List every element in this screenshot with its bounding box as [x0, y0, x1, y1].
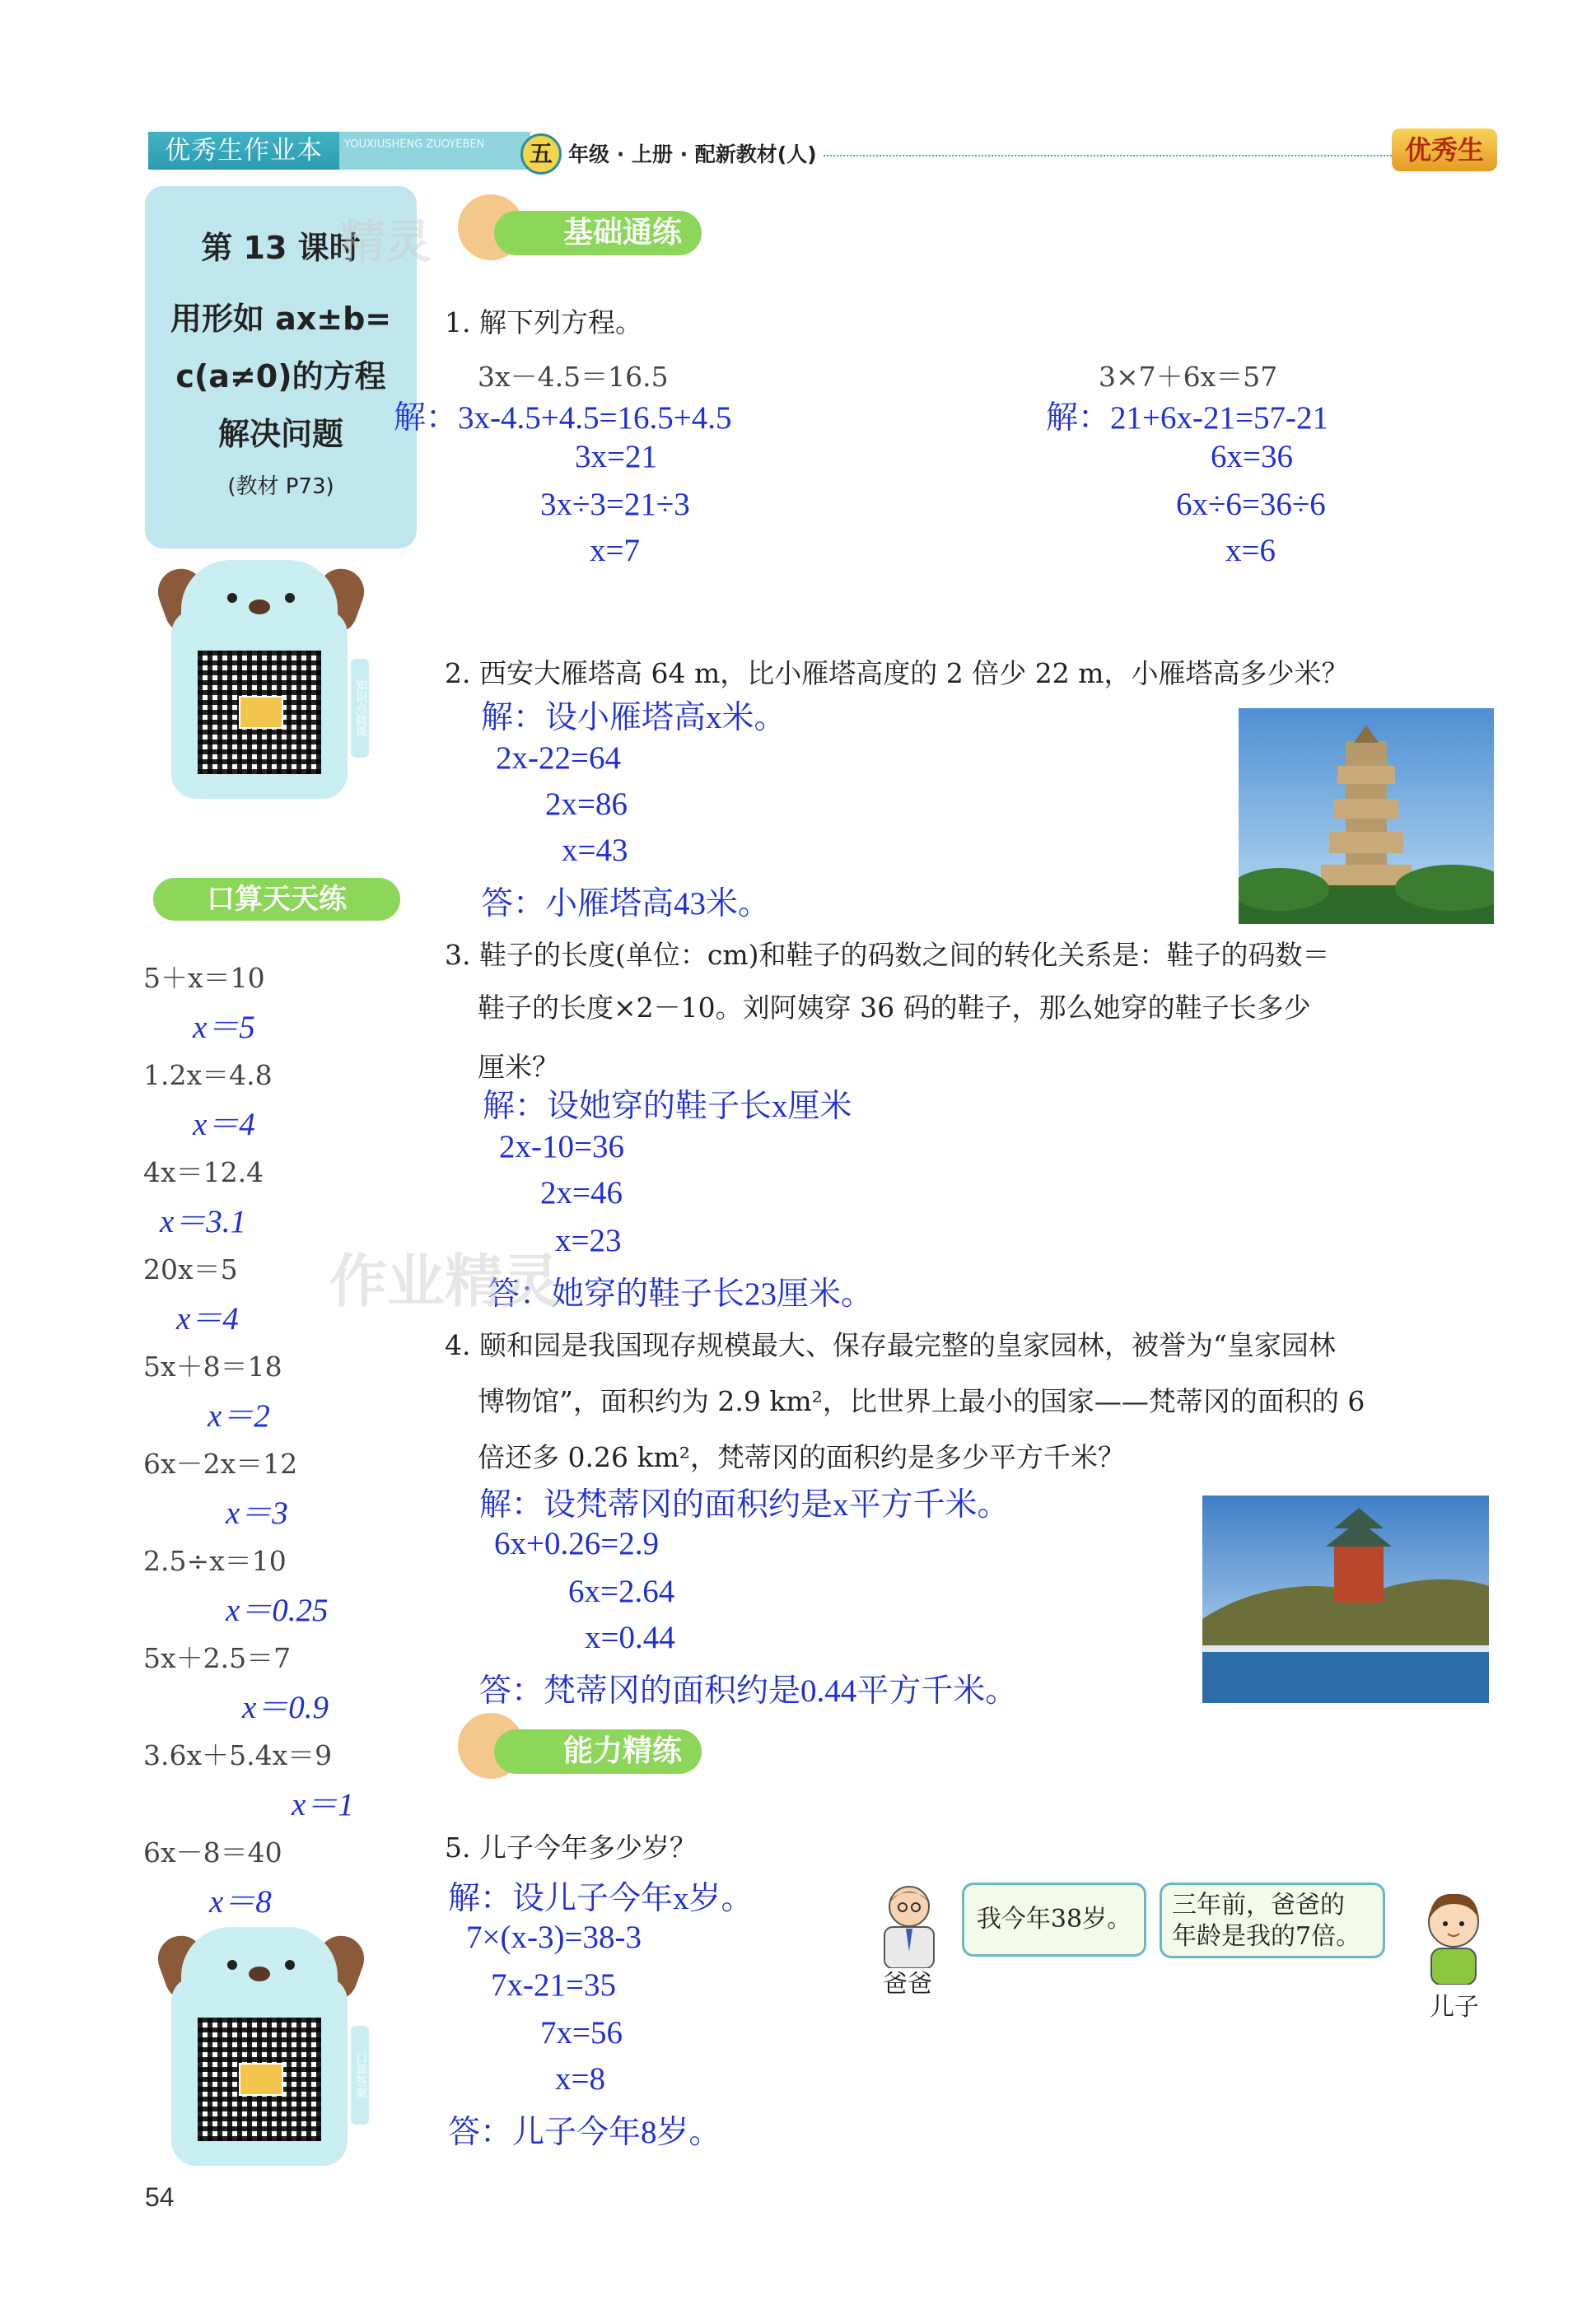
oral-answer: x＝0.9	[242, 1690, 329, 1725]
dad-label: 爸爸	[883, 1970, 932, 1999]
lesson-title-3: 解决问题	[217, 416, 343, 452]
oral-answer: x＝1	[292, 1787, 354, 1822]
son-label: 儿子	[1430, 1993, 1479, 2022]
son-bubble-line1: 三年前，爸爸的	[1172, 1891, 1345, 1920]
q5-step: 7×(x-3)=38-3	[466, 1920, 642, 1955]
dog-nose-icon	[249, 1967, 270, 1981]
q4-answer: 答：梵蒂冈的面积约是0.44平方千米。	[479, 1673, 1018, 1709]
q3-prompt-line2: 鞋子的长度×2－10。刘阿姨穿 36 码的鞋子，那么她穿的鞋子长多少	[478, 992, 1311, 1024]
q4-step: x=0.44	[585, 1620, 675, 1655]
oral-practice-title: 口算天天练	[207, 883, 347, 916]
watermark: 作业精灵	[329, 1248, 560, 1315]
basic-section-banner: 基础通练	[494, 211, 702, 255]
q2-step: x=43	[562, 833, 628, 868]
q4-step: 6x=2.64	[568, 1574, 675, 1609]
dad-speech-bubble: 我今年38岁。	[962, 1883, 1146, 1957]
q5-answer: 答：儿子今年8岁。	[448, 2115, 721, 2150]
q3-step: 2x=46	[540, 1175, 623, 1211]
oral-question: 6x－2x＝12	[143, 1448, 298, 1480]
q1-prompt: 1. 解下列方程。	[445, 306, 642, 338]
q5-step: 解：设儿子今年x岁。	[448, 1881, 754, 1916]
dog-eye-icon	[227, 1960, 237, 1970]
q2-step: 解：设小雁塔高x米。	[481, 700, 786, 735]
son-icon	[1416, 1886, 1491, 1985]
book-pinyin: YOUXIUSHENG ZUOYEBEN	[339, 132, 530, 170]
qr-card-micro-lesson[interactable]	[161, 560, 367, 807]
oral-question: 5x＋8＝18	[143, 1351, 282, 1383]
q1-left-step: 解：3x-4.5+4.5=16.5+4.5	[394, 400, 732, 436]
grade-text: 年级 · 上册 · 配新教材(人)	[568, 142, 817, 166]
qr-logo-icon	[239, 696, 283, 729]
oral-answer: x＝2	[208, 1398, 270, 1434]
page-number: 54	[145, 2182, 175, 2212]
q3-step: 2x-10=36	[499, 1129, 624, 1164]
oral-practice-banner	[153, 878, 400, 921]
q4-prompt-line2: 博物馆”，面积约为 2.9 km²，比世界上最小的国家——梵蒂冈的面积的 6	[478, 1385, 1365, 1417]
q1-right-equation: 3×7＋6x＝57	[1099, 361, 1278, 393]
q1-right-step: x=6	[1225, 533, 1276, 568]
oral-question: 6x－8＝40	[143, 1836, 282, 1869]
oral-question: 4x＝12.4	[143, 1156, 264, 1188]
ability-section-banner: 能力精练	[494, 1729, 702, 1774]
lesson-number: 第 13 课时	[201, 230, 361, 266]
q2-step: 2x-22=64	[496, 740, 621, 776]
q1-right-step: 解：21+6x-21=57-21	[1046, 400, 1328, 436]
summer-palace-photo	[1202, 1495, 1489, 1703]
q3-prompt-line1: 3. 鞋子的长度(单位：cm)和鞋子的码数之间的转化关系是：鞋子的码数＝	[445, 939, 1330, 971]
qr-label: 知识点微课	[351, 659, 369, 758]
q5-step: 7x=56	[540, 2015, 623, 2051]
q5-step: x=8	[555, 2061, 605, 2097]
q3-prompt-line3: 厘米？	[478, 1051, 559, 1083]
dog-eye-icon	[285, 1960, 295, 1970]
brand-logo: 优秀生	[1392, 128, 1497, 171]
q4-step: 6x+0.26=2.9	[494, 1526, 659, 1561]
q4-prompt-line1: 4. 颐和园是我国现存规模最大、保存最完整的皇家园林，被誉为“皇家园林	[445, 1329, 1336, 1361]
q1-left-equation: 3x－4.5＝16.5	[478, 361, 669, 393]
q2-prompt: 2. 西安大雁塔高 64 m，比小雁塔高度的 2 倍少 22 m，小雁塔高多少米？	[445, 657, 1349, 689]
oral-answer: x＝3.1	[160, 1204, 247, 1239]
dog-nose-icon	[249, 600, 270, 614]
q3-step: x=23	[555, 1223, 622, 1258]
oral-answer: x＝5	[193, 1010, 255, 1045]
oral-answer: x＝8	[209, 1884, 272, 1920]
q1-right-step: 6x=36	[1211, 439, 1293, 474]
q5-prompt: 5. 儿子今年多少岁？	[445, 1831, 697, 1864]
oral-answer: x＝4	[176, 1301, 239, 1337]
q4-prompt-line3: 倍还多 0.26 km²，梵蒂冈的面积约是多少平方千米？	[478, 1441, 1125, 1473]
son-bubble-line2: 年龄是我的7倍。	[1172, 1922, 1361, 1951]
grade-badge: 五	[520, 133, 562, 175]
header-divider	[824, 155, 1392, 156]
dog-eye-icon	[227, 593, 237, 603]
q3-step: 解：设她穿的鞋子长x厘米	[483, 1089, 852, 1124]
oral-question: 20x＝5	[143, 1253, 238, 1285]
q1-right-step: 6x÷6=36÷6	[1176, 487, 1326, 522]
oral-answer: x＝0.25	[226, 1593, 329, 1628]
q1-left-step: x=7	[590, 533, 640, 568]
lesson-title-2: c(a≠0)的方程	[175, 358, 386, 394]
q3-answer: 答：她穿的鞋子长23厘米。	[488, 1276, 874, 1312]
qr-card-answers[interactable]	[161, 1927, 367, 2174]
book-title: 优秀生作业本	[148, 132, 339, 170]
oral-question: 2.5÷x＝10	[143, 1545, 287, 1577]
oral-question: 5x＋2.5＝7	[143, 1642, 292, 1674]
watermark: 精灵	[339, 216, 432, 269]
oral-answer: x＝3	[226, 1495, 288, 1531]
oral-question: 3.6x＋5.4x＝9	[143, 1739, 333, 1771]
q4-step: 解：设梵蒂冈的面积约是x平方千米。	[479, 1487, 1010, 1523]
lesson-title-1: 用形如 ax±b=	[170, 301, 392, 337]
oral-question: 1.2x＝4.8	[143, 1059, 273, 1091]
lesson-ref: (教材 P73)	[227, 474, 334, 499]
oral-answer: x＝4	[193, 1107, 255, 1142]
pagoda-photo	[1239, 708, 1494, 924]
dad-icon	[876, 1878, 942, 1968]
q2-answer: 答：小雁塔高43米。	[481, 886, 771, 922]
son-speech-bubble	[1160, 1883, 1385, 1958]
qr-label: 口算答案	[351, 2026, 369, 2125]
q1-left-step: 3x=21	[575, 439, 657, 474]
q5-step: 7x-21=35	[491, 1967, 616, 2003]
qr-logo-icon	[239, 2063, 283, 2096]
q1-left-step: 3x÷3=21÷3	[540, 487, 690, 522]
dog-eye-icon	[285, 593, 295, 603]
oral-question: 5＋x＝10	[143, 962, 265, 994]
q2-step: 2x=86	[545, 786, 628, 822]
